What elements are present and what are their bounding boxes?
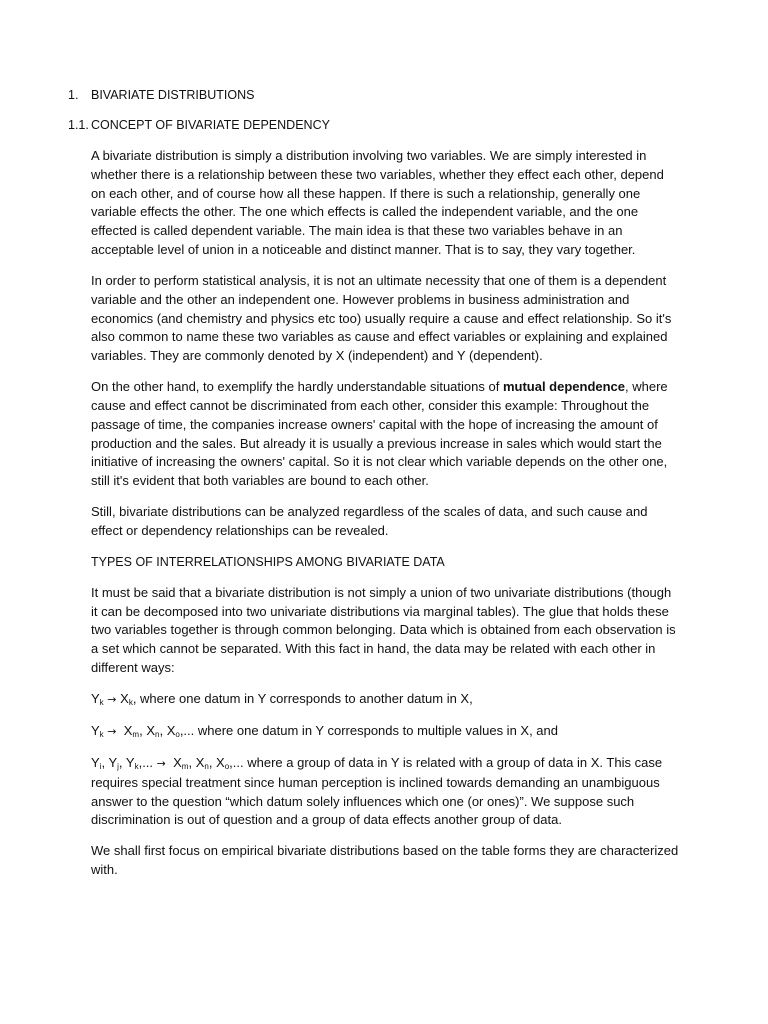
symbol-y: Y [91, 723, 100, 739]
text-run: On the other hand, to exemplify the hardly understandable situations of [91, 379, 503, 395]
symbol-x: X [146, 723, 155, 739]
paragraph-definition: A bivariate distribution is simply a distribution involving two variables. We are simply interested in whether there is a relationship between these two variables, whether they effect each other, depend on each other, and of course how all these happen. If there is such a relationship, generally one variable effects the other. The one which effects is called the independent variable, and the one effected is called dependent variable. The main idea is that these two variables behave in an acceptable level of union in a noticeable and distinct manner. That is to say, they vary together. [91, 148, 664, 257]
paragraph-empirical: We shall first focus on empirical bivariate distributions based on the table forms they are characterized with. [91, 843, 679, 878]
subscript: j [117, 762, 119, 772]
subsection-number: 1.1. [68, 118, 89, 132]
paragraph-scales: Still, bivariate distributions can be analyzed regardless of the scales of data, and such cause and effect or dependency relationships can be revealed. [91, 504, 648, 538]
symbol-x: X [195, 755, 205, 771]
symbol-y: Y [91, 691, 100, 707]
body-text [91, 147, 681, 892]
subscript: k [128, 698, 133, 708]
subscript: n [204, 762, 209, 772]
paragraph-statistical-analysis: In order to perform statistical analysis, it is not an ultimate necessity that one of them is a dependent variable and the other an independent one. However problems in business administration and economics (and chemistry and physics etc too) usually require a cause and effect relationship. So it's also common to name these two variables as cause and effect variables or explaining and explained variables. They are commonly denoted by X (independent) and Y (dependent). [91, 272, 672, 364]
subscript: k [134, 762, 139, 772]
paragraph-union: It must be said that a bivariate distribution is not simply a union of two univariate distributions (though it can be decomposed into two univariate distributions via marginal tables). The glue that holds these two variables together is through common belonging. Data which is obtained from each observation is a set which cannot be separated. With this fact in hand, the data may be related with each other in different ways: [91, 584, 676, 676]
separator: , [159, 723, 167, 739]
subsection-heading [68, 117, 330, 133]
subsection-title: CONCEPT OF BIVARIATE DEPENDENCY [91, 118, 330, 132]
symbol-y: Y [91, 755, 100, 771]
relation-one-to-many [91, 722, 681, 742]
text-run: , where one datum in Y corresponds to another datum in X, [132, 691, 473, 707]
separator: , [188, 755, 196, 771]
subscript: i [99, 762, 102, 772]
symbol-x: X [166, 723, 176, 739]
symbol-y: Y [108, 755, 118, 771]
arrow-icon: → [156, 757, 166, 771]
arrow-icon: → [107, 693, 117, 707]
separator: , [139, 723, 147, 739]
separator: , [208, 755, 217, 771]
subscript: o [224, 762, 230, 772]
symbol-x: X [120, 691, 129, 707]
paragraph-mutual-dependence [91, 378, 681, 491]
symbol-y: Y [125, 755, 135, 771]
subscript: m [132, 730, 140, 740]
relation-many-to-many [91, 754, 681, 830]
subscript: m [181, 762, 189, 772]
text-run: ,... where one datum in Y corresponds to multiple values in X, and [179, 723, 558, 739]
bold-term: mutual dependence [502, 379, 626, 395]
ellipsis: ,... [138, 755, 154, 771]
section-heading [68, 87, 254, 103]
text-run: ,... where a group of data in Y is related with a group of data in X. This case requires special treatment since human perception is inclined towards demanding an unambiguous answer to the question “which datum solely influences which one (or ones)”. We suppose such discrimination is out of question and a group of data effects another group of data. [91, 755, 663, 828]
symbol-x: X [173, 755, 182, 771]
arrow-icon: → [107, 725, 117, 739]
subscript: k [99, 698, 104, 708]
separator: , [101, 755, 109, 771]
subscript: k [99, 730, 104, 740]
relation-one-to-one [91, 690, 681, 710]
symbol-x: X [123, 723, 133, 739]
section-number: 1. [68, 88, 79, 102]
text-run: , where cause and effect cannot be discriminated from each other, consider this example: Throughout the passage of time, the companies increase owners' capital with the hope of increasing the amount of production and the sales. But already it is usually a previous increase in sales which would start the initiative of increasing the owners' capital. So it is not clear which variable depends on the other one, still it's evident that both variables are bound to each other. [91, 379, 668, 489]
types-heading: TYPES OF INTERRELATIONSHIPS AMONG BIVARIATE DATA [91, 554, 445, 569]
subscript: n [155, 730, 160, 740]
section-title: BIVARIATE DISTRIBUTIONS [91, 88, 255, 102]
symbol-x: X [216, 755, 225, 771]
separator: , [118, 755, 126, 771]
subscript: o [175, 730, 180, 740]
